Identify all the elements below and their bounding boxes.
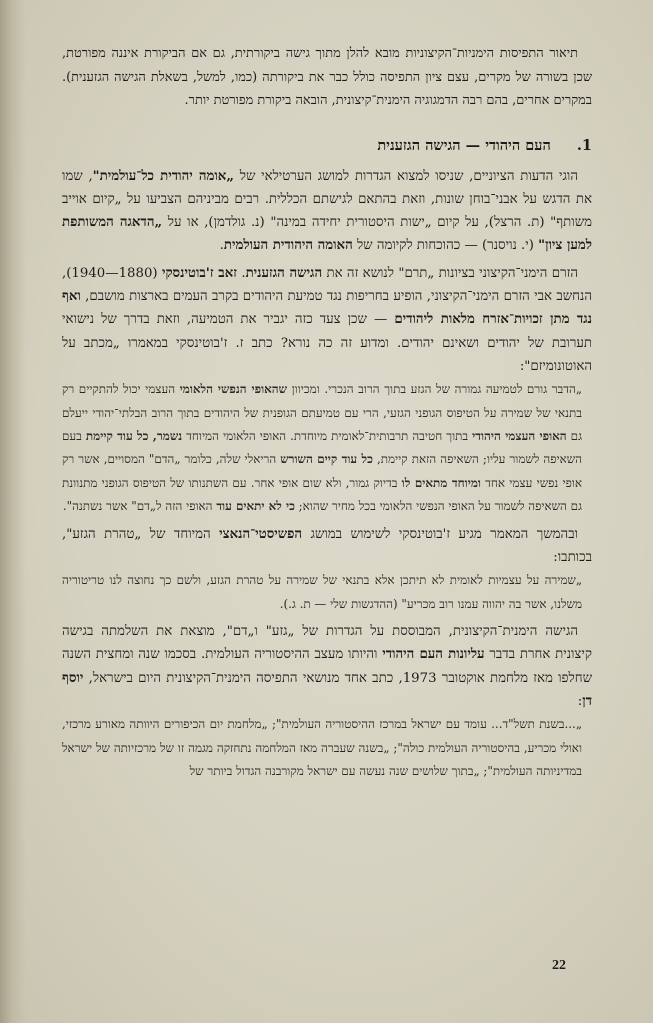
bold-phrase: עליונות העם היהודי [382,647,485,663]
paragraph-jewish-superiority [62,620,592,713]
paragraph-race-purity [62,523,592,570]
bold-phrase: נשמר, כל עוד קיימת [85,428,183,443]
bold-phrase: „אומה יהודית כל־עולמית" [92,168,234,184]
paragraph-text: (י. נויסנר) — כהוכחות לקיומה של [352,238,539,254]
paragraph-text: הזרם הימני־הקיצוני בציונות „תרם" לנושא זה את [322,265,578,281]
bold-phrase: ומיוחד מתאים לו [401,475,481,490]
bold-phrase: ואף נגד מתן זכויות־אזרח מלאות ליהודים [62,288,593,328]
paragraph-text: , שמו את הדגש על אבני־בוחן שונות, וזאת בהתאם לגישתם הכללית. רבים מביניהם הצביעו על „קיום אוייב משותף" (ת. הרצל), על קיום „ישות היסטורית יחידה במינה" (נ. גולדמן), או על [62,168,592,231]
bold-phrase: הגישה הגזענית [245,265,323,281]
bold-phrase: יוסף דן [62,670,592,709]
quote-text: הריאלי שלה, כלומר „הדם" המסויים, אשר רק אופי נפשי עצמי אחד [62,452,582,490]
quote-autonomism-letter [62,378,582,518]
bold-phrase: האומה היהודית העולמית [223,238,353,254]
bold-phrase: הפשיסטי־הנאצי [219,526,303,542]
quote-text: בתוך חטיבה תרבותית־לאומית מיוחדת. האופי הלאומי המיוחד [182,428,473,443]
binding-gutter-shadow [0,0,26,1023]
quote-text: בעם השאיפה לשמור עליו; השאיפה הזאת קיימת, [62,428,582,467]
quote-text: האופי הזה ל„דם" אשר נשתנה". [62,499,217,514]
paragraph-text: הוגי הדעות הציוניים, שניסו למצוא הגדרות למושג הערטילאי של [233,168,578,184]
bold-phrase: האופי העצמי היהודי [472,428,567,443]
bold-phrase: כל עוד קיים השורש [280,452,373,467]
bold-phrase: זאב ז'בוטינסקי [161,265,237,281]
bold-phrase: „הדאגה המשותפת למען ציון" [62,215,592,254]
bold-phrase: כי לא יתאים עוד [216,499,295,514]
bold-phrase: שהאופי הנפשי הלאומי [179,382,288,397]
paragraph-text: . [219,238,224,254]
quote-race-purity: „שמירה על עצמיות לאומית לא תיתכן אלא בתנאי של שמירה על טהרת הגזע, ולשם כך נחוצה לנו טריטוריה משלנו, אשר בה יהווה עמנו רוב מכריע" (ההדגשות שלי — ת. ג.). [62,573,582,611]
paragraph-jabotinsky [62,262,592,378]
section-heading [62,133,592,159]
paragraph-text: : [577,693,583,709]
section-title: העם היהודי — הגישה הגזענית [377,136,551,154]
quote-yosef-dan: „...בשנת תשל"ד... עומד עם ישראל במרכז ההיסטוריה העולמית"; „מלחמת יום הכיפורים היוותה מאורע מרכזי, ואולי מכריע, בהיסטוריה העולמית כולה"; „בשנה שעברה מאז המלחמה נתחזקה מגמה זו של מרכזיותה של ישראל במדיניותה העולמית"; „בתוך שלושים שנה נעשה עם ישראל מקורבנה הגדול ביותר של [62,717,582,779]
paragraph-text: המיוחד של „טהרת הגזע", בכותבו: [62,526,592,565]
paragraph-text: ובהמשך המאמר מגיע ז'בוטינסקי לשימוש במושג [302,526,578,542]
page-text-column [62,42,592,783]
intro-paragraph: תיאור התפיסות הימניות־הקיצוניות מובא להלן מתוך גישה ביקורתית, גם אם הביקורת איננה מפורטת, שכן בשורה של מקרים, עצם ציון התפיסה כולל כבר את ביקורתה (כמו, למשל, בשאלת הגישה הגזענית). במקרים אחרים, בהם רבה הדמגוגיה הימנית־קיצונית, הובאה ביקורת מפורטת יותר. [62,46,592,108]
quote-text: העצמי יכול להתקיים רק בתנאי של שמירה על הטיפוס הגופני הגזעי, הרי עם טמיעתם הגופנית של היהודים בתוך הרוב הבלתי־יהודי ייעלם גם [62,382,583,443]
paragraph-text: והיותו מעצב ההיסטוריה העולמית. בסכמו שנה ומחצית השנה שחלפו מאז מלחמת אוקטובר 1973, כתב אחד מנושאי התפיסה הימנית־הקיצונית היום בישראל, [62,647,592,686]
section-number: 1. [576,136,592,154]
paragraph-text: הגישה הימנית־הקיצונית, המבוססת על הגדרות של „גזע" ו„דם", מוצאת את השלמתה בגישה קיצונית אחרת בדבר [62,624,593,663]
paragraph-text: (1880—1940), הנחשב אבי הזרם הימני־הקיצוני, הופיע בחריפות נגד טמיעת היהודים בקרב העמים בארצות מושבם, [62,265,592,304]
paragraph-text: . [236,265,246,281]
quote-text: בדיוק גמור, ולא שום אופי אחר. עם השתנותו של הטיפוס הגופני מתנוונת גם השאיפה לשמור על האופי הנפשי הלאומי בכל מחיר שהוא; [62,475,582,514]
paragraph-definitions [62,165,592,258]
quote-text: „הדבר גורם לטמיעה גמורה של הגזע בתוך הרוב הנכרי. ומכיוון [287,382,582,397]
paragraph-text: — שכן צעד כזה יגביר את הטמיעה, וזאת בדרך של נישואי תערובת של יהודים ושאינם יהודים. ומדוע זה כה נורא? כתב ז. ז'בוטינסקי במאמרו „מכתב על האוטונומיזם": [62,312,592,374]
page-number: 22 [552,958,566,973]
